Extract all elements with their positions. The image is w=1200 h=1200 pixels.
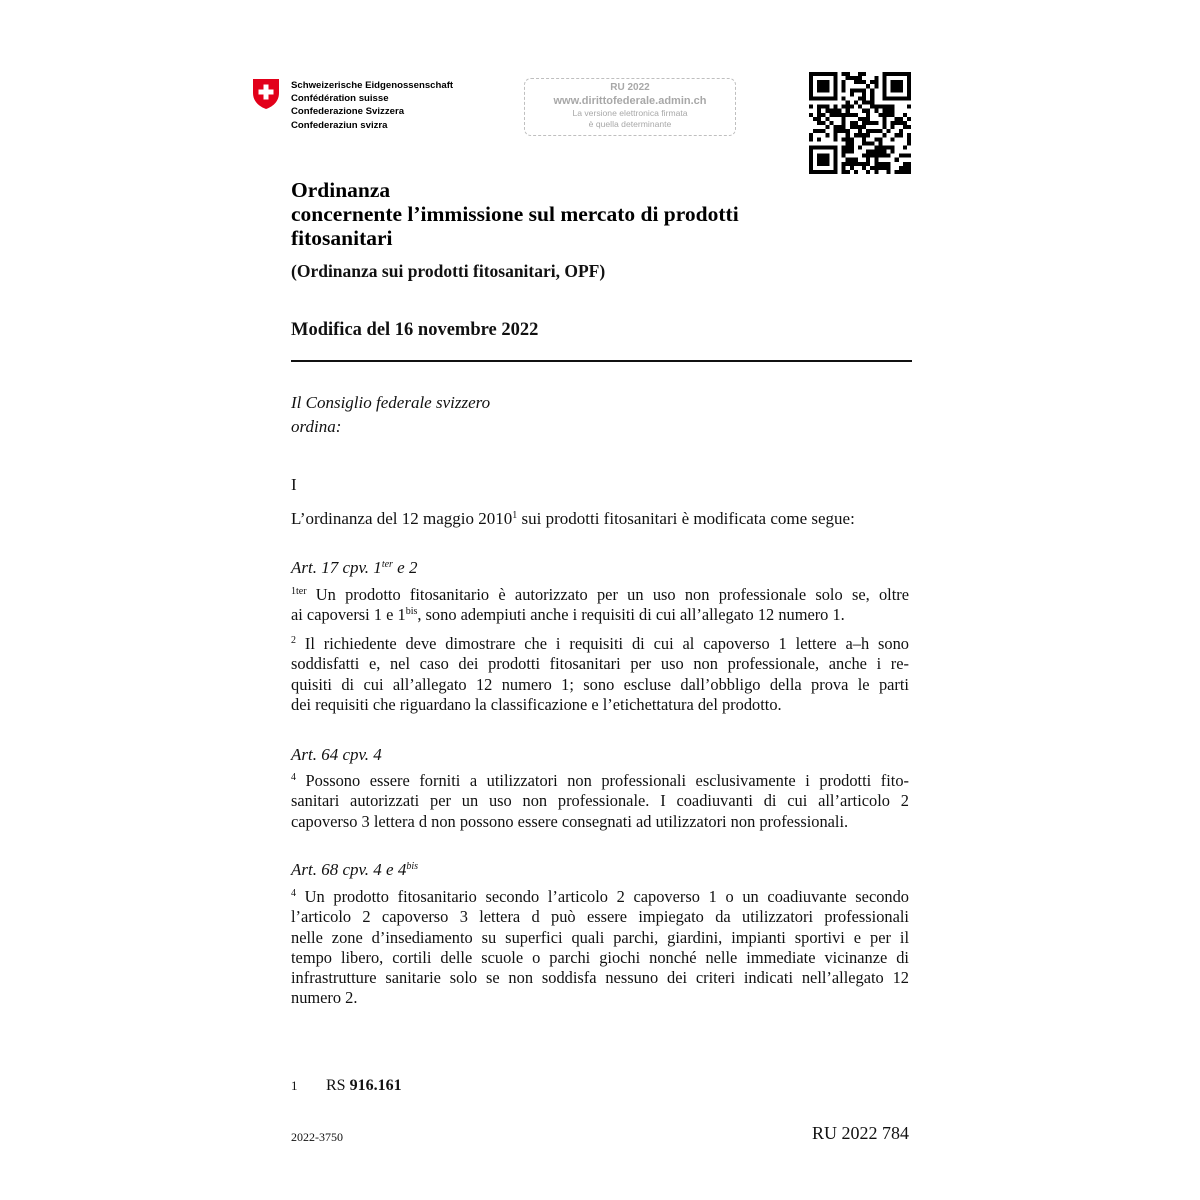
paragraph-line: Il richiedente deve dimostrare che i requisiti di cui al capoverso 1 lettere a–h sono — [296, 634, 909, 653]
paragraph-line: Possono essere forniti a utilizzatori non professionali esclusivamente i prodotti fito- — [296, 771, 909, 790]
preamble — [291, 391, 490, 439]
title-divider — [291, 360, 912, 362]
article-17-paragraph-1ter — [291, 585, 909, 626]
paragraph-line: soddisfatti e, nel caso dei prodotti fitosanitari per uso non professionale, anche i re- — [291, 654, 909, 674]
paragraph-line: nelle zone d’insediamento su superfici quali parchi, giardini, impianti sportivi e per il — [291, 927, 909, 947]
confederation-name-fr: Confédération suisse — [291, 93, 389, 105]
title-line-2: concernente l’immissione sul mercato di prodotti — [291, 202, 739, 226]
confederation-names — [291, 79, 453, 132]
paragraph-number: 1ter — [291, 586, 307, 597]
short-title: (Ordinanza sui prodotti fitosanitari, OPF) — [291, 261, 606, 281]
preamble-authority: Il Consiglio federale svizzero — [291, 393, 491, 412]
art68-heading-sup: bis — [406, 861, 419, 872]
art68-heading-text: Art. 68 cpv. 4 e 4 — [291, 860, 407, 879]
paragraph-line: quisiti di cui all’allegato 12 numero 1; sono escluse dall’obbligo della prova le parti — [291, 674, 909, 694]
qr-code-icon[interactable] — [809, 72, 911, 174]
paragraph-line: sanitari autorizzati per un uso non professionale. I coadiuvanti di cui all’articolo 2 — [291, 791, 909, 811]
preamble-ordains: ordina: — [291, 417, 342, 436]
title-line-3: fitosanitari — [291, 226, 393, 250]
article-64-heading: Art. 64 cpv. 4 — [291, 745, 382, 764]
art17-heading-text: Art. 17 cpv. 1 — [291, 558, 382, 577]
paragraph-line: ai capoversi 1 e 1 — [291, 605, 406, 625]
footnote-number: 1 — [291, 1078, 298, 1093]
article-64-paragraph-4 — [291, 771, 909, 832]
title-line-1: Ordinanza — [291, 178, 391, 202]
confederation-name-de: Schweizerische Eidgenossenschaft — [291, 80, 454, 91]
document-number: 2022-3750 — [291, 1130, 343, 1144]
paragraph-line: numero 2. — [291, 988, 358, 1008]
amendment-date: Modifica del 16 novembre 2022 — [291, 320, 539, 340]
paragraph-sup: bis — [405, 606, 418, 618]
article-68-paragraph-4 — [291, 887, 909, 1009]
official-publication-stamp — [524, 78, 736, 136]
paragraph-line: infrastrutture sanitarie solo se non soddisfa nessuno dei criteri indicati nell’allegato 12 — [291, 968, 909, 988]
paragraph-line: capoverso 3 lettera d non possono essere consegnati ad utilizzatori non professionali. — [291, 811, 849, 831]
confederation-name-rm: Confederaziun svizra — [291, 119, 388, 131]
intro-text-end: sui prodotti fitosanitari è modificata come segue: — [517, 509, 855, 528]
art17-heading-tail: e 2 — [392, 558, 418, 577]
paragraph-line: Un prodotto fitosanitario è autorizzato per un uso non professionale solo se, oltre — [306, 585, 909, 604]
footnote-prefix: RS — [326, 1077, 350, 1094]
article-17-paragraph-2 — [291, 634, 909, 715]
paragraph-number: 4 — [291, 772, 296, 783]
paragraph-line: dei requisiti che riguardano la classificazione e l’etichettatura del prodotto. — [291, 694, 782, 714]
official-collection-ref: RU 2022 784 — [812, 1123, 910, 1143]
paragraph-line: , sono adempiuti anche i requisiti di cui all’allegato 12 numero 1. — [417, 605, 845, 625]
paragraph-number: 2 — [291, 635, 296, 646]
confederation-name-it: Confederazione Svizzera — [291, 106, 405, 118]
intro-sentence — [291, 508, 855, 530]
paragraph-line: Un prodotto fitosanitario secondo l’articolo 2 capoverso 1 o un coadiuvante secondo — [296, 887, 909, 906]
stamp-note-2: è quella determinante — [588, 119, 672, 129]
section-number: I — [291, 475, 297, 494]
footnote-ref-number[interactable]: 916.161 — [349, 1077, 402, 1094]
page-title — [291, 178, 739, 250]
stamp-ru: RU 2022 — [610, 82, 650, 93]
footnote-ref[interactable]: 1 — [512, 510, 518, 521]
paragraph-line: l’articolo 2 capoverso 3 lettera d può essere impiegato da utilizzatori professionali — [291, 907, 909, 927]
intro-text-start: L’ordinanza del 12 maggio 2010 — [291, 509, 513, 528]
art17-heading-sup: ter — [381, 559, 393, 570]
paragraph-line: tempo libero, cortili delle scuole o parchi giochi nonché nelle immediate vicinanze di — [291, 947, 909, 967]
footnote-text — [326, 1077, 402, 1095]
stamp-note-1: La versione elettronica firmata — [572, 108, 688, 118]
stamp-url: www.dirittofederale.admin.ch — [553, 95, 707, 107]
article-68-heading — [291, 859, 418, 881]
swiss-shield-icon — [252, 78, 280, 110]
paragraph-number: 4 — [291, 888, 296, 899]
article-17-heading — [291, 557, 417, 579]
